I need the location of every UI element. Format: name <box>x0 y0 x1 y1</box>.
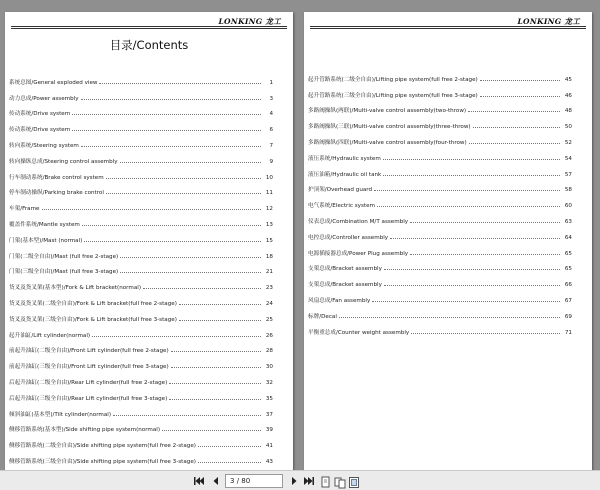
toc-entry-page: 54 <box>564 155 572 162</box>
toc-entry[interactable] <box>9 228 273 244</box>
header-rule <box>310 28 586 29</box>
toc-entry[interactable] <box>9 307 273 323</box>
toc-entry-title: 货叉及货叉架(基本型)/Fork & Lift bracket(normal) <box>9 285 141 292</box>
toc-entry-page: 15 <box>265 237 273 244</box>
toc-entry-page: 67 <box>564 297 572 304</box>
toc-entry-page: 66 <box>564 282 572 289</box>
dot-leader <box>92 336 261 337</box>
toc-entry-title: 起升管路系统(三级全自由)/Lifting pipe system(full free 3-stage) <box>308 92 478 99</box>
toc-entry-page: 32 <box>265 379 273 386</box>
dot-leader <box>72 130 261 131</box>
toc-entry-title: 行车制动系统/Brake control system <box>9 174 104 181</box>
toc-entry-title: 起升管路系统(二级全自由)/Lifting pipe system(full free 2-stage) <box>308 76 478 83</box>
toc-entry-page: 26 <box>265 332 273 339</box>
toc-list <box>9 70 273 465</box>
dot-leader <box>410 254 560 255</box>
toc-entry-title: 风扇总成/Fan assembly <box>308 297 371 304</box>
toc-entry[interactable] <box>9 212 273 228</box>
toc-entry-page: 46 <box>564 92 572 99</box>
toc-entry[interactable] <box>308 99 572 115</box>
toc-entry-title: 货叉及货叉架(三级全自由)/Fork & Lift bracket(full free 3-stage) <box>9 316 177 323</box>
dot-leader <box>82 225 261 226</box>
toc-entry[interactable] <box>308 241 572 257</box>
toc-entry-page: 45 <box>564 76 572 83</box>
header-rule <box>11 26 287 27</box>
toc-entry[interactable] <box>308 162 572 178</box>
dot-leader <box>169 383 261 384</box>
toc-entry-page: 64 <box>564 234 572 241</box>
header-rule <box>310 26 586 27</box>
toc-entry-title: 电源插接器总成/Power Plug assembly <box>308 250 409 257</box>
toc-entry[interactable] <box>9 433 273 449</box>
toc-entry[interactable] <box>308 114 572 130</box>
toc-entry[interactable] <box>308 257 572 273</box>
previous-page-icon[interactable] <box>210 474 222 488</box>
toc-entry-title: 门架(三级全自由)/Mast (full free 3-stage) <box>9 269 119 276</box>
toc-entry[interactable] <box>9 196 273 212</box>
dot-leader <box>113 415 261 416</box>
page-number-field[interactable] <box>225 474 283 488</box>
toc-entry-page: 25 <box>265 316 273 323</box>
dot-leader <box>120 162 261 163</box>
toc-entry[interactable] <box>308 130 572 146</box>
toc-entry[interactable] <box>308 178 572 194</box>
toc-entry-page: 1 <box>269 79 273 86</box>
toc-entry[interactable] <box>308 146 572 162</box>
toc-entry-title: 前起升油缸(二级全自由)/Front Lift cylinder(full free 2-stage) <box>9 348 169 355</box>
toc-entry-page: 65 <box>564 250 572 257</box>
left-page <box>5 12 293 470</box>
toc-entry-page: 21 <box>265 269 273 276</box>
toc-entry-page: 65 <box>564 266 572 273</box>
dot-leader <box>169 399 261 400</box>
toc-entry[interactable] <box>9 418 273 434</box>
dot-leader <box>469 143 560 144</box>
toc-entry-title: 门架(二级全自由)/Mast (full free 2-stage) <box>9 253 119 260</box>
toc-entry[interactable] <box>9 260 273 276</box>
fit-page-icon[interactable] <box>348 474 360 487</box>
toc-entry[interactable] <box>308 304 572 320</box>
toc-entry-page: 71 <box>564 329 572 336</box>
dot-leader <box>384 269 560 270</box>
toc-entry-page: 28 <box>265 348 273 355</box>
toc-entry-page: 6 <box>269 127 273 134</box>
toc-entry-page: 41 <box>265 443 273 450</box>
toc-entry[interactable] <box>9 323 273 339</box>
toc-entry[interactable] <box>308 288 572 304</box>
toc-entry-page: 57 <box>564 171 572 178</box>
dot-leader <box>374 190 560 191</box>
dot-leader <box>81 146 261 147</box>
toc-entry-page: 10 <box>265 174 273 181</box>
toc-entry[interactable] <box>9 386 273 402</box>
toc-entry-title: 转向操纵总成/Steering control assembly <box>9 158 118 165</box>
dot-leader <box>143 288 261 289</box>
toc-entry-page: 63 <box>564 218 572 225</box>
toc-entry-title: 多路阀操纵(四联)/Multi-valve control assembly(four-throw) <box>308 139 467 146</box>
dot-leader <box>390 238 560 239</box>
toc-entry-page: 23 <box>265 285 273 292</box>
dot-leader <box>383 175 560 176</box>
toc-entry[interactable] <box>9 402 273 418</box>
dot-leader <box>84 241 261 242</box>
dot-leader <box>372 301 560 302</box>
toc-entry-title: 前起升油缸(三级全自由)/Front Lift cylinder(full free 3-stage) <box>9 364 169 371</box>
dot-leader <box>383 159 560 160</box>
dot-leader <box>480 96 560 97</box>
dot-leader <box>171 367 261 368</box>
navigation-toolbar <box>0 470 600 490</box>
toc-entry[interactable] <box>9 102 273 118</box>
dot-leader <box>72 114 261 115</box>
toc-title: 目录/Contents <box>109 38 189 52</box>
toc-entry-title: 后起升油缸(三级全自由)/Rear Lift cylinder(full free 3-stage) <box>9 395 168 402</box>
toc-entry[interactable] <box>9 149 273 165</box>
toc-entry[interactable] <box>9 165 273 181</box>
toc-entry-page: 69 <box>564 313 572 320</box>
toc-entry-title: 护顶架/Overhead guard <box>308 187 373 194</box>
toc-entry-title: 停车制动操纵/Parking brake control <box>9 190 104 197</box>
toc-entry[interactable] <box>308 225 572 241</box>
toc-entry-title: 传动系统/Drive system <box>9 111 71 118</box>
toc-entry-title: 货叉及货叉架(二级全自由)/Fork & Lift bracket(full free 2-stage) <box>9 300 177 307</box>
dot-leader <box>384 285 560 286</box>
dot-leader <box>473 127 560 128</box>
toc-entry[interactable] <box>9 370 273 386</box>
dot-leader <box>120 272 261 273</box>
toc-entry-title: 标牌/Decal <box>308 313 337 320</box>
toc-entry-page: 18 <box>265 253 273 260</box>
toc-entry[interactable] <box>9 291 273 307</box>
toc-entry-page: 9 <box>269 158 273 165</box>
toc-entry-title: 多路阀操纵(三联)/Multi-valve control assembly(three-throw) <box>308 124 471 131</box>
toc-entry[interactable] <box>308 272 572 288</box>
toc-entry[interactable] <box>308 209 572 225</box>
page-separator: / <box>236 477 240 485</box>
toc-entry-title: 支架总成/Bracket assembly <box>308 266 382 273</box>
toc-entry-title: 倾斜油缸(基本型)/Tilt cylinder(normal) <box>9 411 112 418</box>
toc-entry-page: 11 <box>265 190 273 197</box>
toc-entry-page: 48 <box>564 108 572 115</box>
toc-entry[interactable] <box>9 181 273 197</box>
total-pages: 80 <box>241 477 251 485</box>
toc-entry[interactable] <box>9 354 273 370</box>
toc-entry-page: 3 <box>269 95 273 102</box>
dot-leader <box>99 83 261 84</box>
dot-leader <box>162 430 261 431</box>
toc-entry-title: 电气系统/Electric system <box>308 203 375 210</box>
toc-entry[interactable] <box>308 320 572 336</box>
dot-leader <box>179 304 261 305</box>
toc-entry-title: 车架/Frame <box>9 206 40 213</box>
toc-entry-title: 侧移管路系统(二级全自由)/Side shifting pipe system(full free 2-stage) <box>9 443 196 450</box>
toc-entry-title: 动力总成/Power assembly <box>9 95 79 102</box>
toc-entry-title: 起升油缸/Lift cylinder(normal) <box>9 332 91 339</box>
dot-leader <box>411 333 560 334</box>
dot-leader <box>410 222 560 223</box>
dot-leader <box>377 206 560 207</box>
toc-entry-title: 多路阀操纵(两联)/Multi-valve control assembly(two-throw) <box>308 108 467 115</box>
toc-entry-page: 7 <box>269 142 273 149</box>
toc-entry-title: 门架(基本型)/Mast (normal) <box>9 237 83 244</box>
toc-entry-page: 24 <box>265 300 273 307</box>
toc-entry[interactable] <box>9 275 273 291</box>
toc-entry-title: 平衡重总成/Counter weight assembly <box>308 329 410 336</box>
toc-entry-title: 支架总成/Bracket assembly <box>308 282 382 289</box>
toc-entry[interactable] <box>9 133 273 149</box>
dot-leader <box>339 317 560 318</box>
single-page-view-icon[interactable] <box>320 474 332 487</box>
toc-entry-title: 系统总图/General exploded view <box>9 79 98 86</box>
toc-entry[interactable] <box>9 449 273 465</box>
toc-entry[interactable] <box>9 244 273 260</box>
dot-leader <box>106 193 261 194</box>
toc-entry-page: 50 <box>564 124 572 131</box>
toc-entry-page: 39 <box>265 427 273 434</box>
toc-entry[interactable] <box>308 67 572 83</box>
toc-entry-page: 43 <box>265 458 273 465</box>
first-page-icon[interactable] <box>193 474 205 488</box>
dot-leader <box>480 80 560 81</box>
toc-entry-title: 液压油箱/Hydraulic oil tank <box>308 171 382 178</box>
toc-entry[interactable] <box>9 117 273 133</box>
dot-leader <box>42 209 261 210</box>
toc-entry-page: 52 <box>564 139 572 146</box>
toc-entry-title: 侧移管路系统(三级全自由)/Side shifting pipe system(full free 3-stage) <box>9 458 196 465</box>
toc-entry-page: 30 <box>265 364 273 371</box>
toc-entry-title: 转向系统/Steering system <box>9 142 79 149</box>
dot-leader <box>179 320 261 321</box>
next-page-icon[interactable] <box>288 474 300 488</box>
dot-leader <box>198 446 261 447</box>
toc-entry-title: 仪表总成/Combination M/T assembly <box>308 218 409 225</box>
toc-entry-title: 传动系统/Drive system <box>9 127 71 134</box>
toc-entry-title: 电控总成/Controller assembly <box>308 234 389 241</box>
toc-entry-title: 液压系统/Hydraulic system <box>308 155 381 162</box>
toc-entry-page: 60 <box>564 203 572 210</box>
toc-entry[interactable] <box>9 70 273 86</box>
toc-entry-title: 后起升油缸(二级全自由)/Rear Lift cylinder(full free 2-stage) <box>9 379 168 386</box>
current-page: 3 <box>230 477 235 485</box>
right-page <box>304 12 592 470</box>
toc-entry-page: 35 <box>265 395 273 402</box>
dot-leader <box>120 257 261 258</box>
dot-leader <box>468 111 560 112</box>
toc-entry-title: 覆盖件系统/Mantle system <box>9 221 80 228</box>
dot-leader <box>171 351 261 352</box>
dot-leader <box>106 178 261 179</box>
toc-entry-page: 37 <box>265 411 273 418</box>
last-page-icon[interactable] <box>303 474 315 488</box>
dot-leader <box>81 99 261 100</box>
toc-list <box>308 67 572 336</box>
header-rule <box>11 28 287 29</box>
toc-entry[interactable] <box>9 86 273 102</box>
toc-entry-page: 12 <box>265 206 273 213</box>
toc-entry-page: 4 <box>269 111 273 118</box>
two-page-view-icon[interactable] <box>334 474 346 487</box>
brand-logo: LONKING 龙工 <box>517 17 580 26</box>
toc-entry-title: 侧移管路系统(基本型)/Side shifting pipe system(normal) <box>9 427 161 434</box>
toc-entry[interactable] <box>308 83 572 99</box>
brand-logo: LONKING 龙工 <box>218 17 281 26</box>
toc-entry-page: 13 <box>265 221 273 228</box>
toc-entry[interactable] <box>308 193 572 209</box>
dot-leader <box>198 462 261 463</box>
toc-entry[interactable] <box>9 339 273 355</box>
toc-entry-page: 58 <box>564 187 572 194</box>
